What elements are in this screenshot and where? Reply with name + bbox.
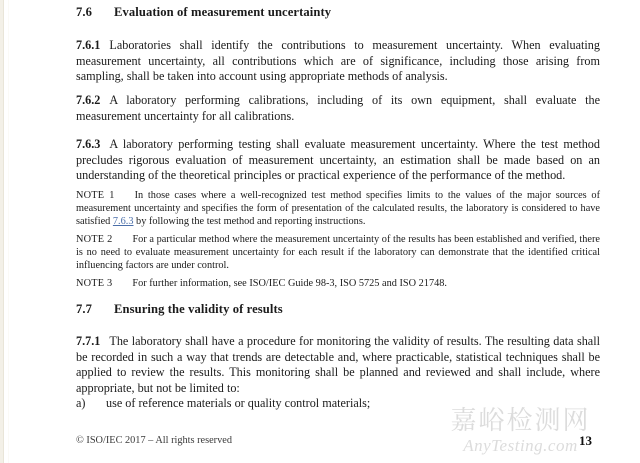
- list-item: [76, 396, 600, 412]
- clause-text-7-7-1: The laboratory shall have a procedure for monitoring the validity of results. The resulting data shall be recorded in such a way that trends are detectable and, where practicable, statistical techniques shall be applied to review the results. This monitoring shall be planned and reviewed and shall include, where appropriate, but not be limited to:: [76, 334, 600, 395]
- section-number-7-6: 7.6: [76, 5, 93, 19]
- section-heading-7-7: [76, 302, 600, 317]
- watermark-chinese-text: 嘉峪检测网: [450, 406, 591, 436]
- watermark-latin-text: AnyTesting.com: [463, 436, 578, 455]
- note-3-text: For further information, see ISO/IEC Guide 98-3, ISO 5725 and ISO 21748.: [132, 278, 447, 289]
- note-2-label: NOTE 2: [76, 234, 113, 245]
- page-footer: [76, 435, 616, 451]
- clause-number-7-7-1: 7.7.1: [76, 334, 101, 348]
- page-edge-line-outer: [3, 0, 4, 463]
- note-2: [76, 233, 600, 273]
- clause-number-7-6-2: 7.6.2: [76, 93, 101, 107]
- page-number: 13: [579, 433, 592, 448]
- note-1-text-before: In those cases where a well-recognized test method specifies limits to the values of the major sources of measurement uncertainty and specifies the form of presentation of the calculated results, the laboratory is considered to have satisfied: [76, 190, 600, 228]
- clause-number-7-6-3: 7.6.3: [76, 137, 101, 151]
- note-3: [76, 277, 600, 290]
- list-item-marker: a): [76, 396, 86, 410]
- clause-text-7-6-1: Laboratories shall identify the contributions to measurement uncertainty. When evaluating measurement uncertainty, all contributions which are of significance, including those arising from sampling, shall be taken into account using appropriate methods of analysis.: [76, 38, 600, 84]
- list-item-text: use of reference materials or quality control materials;: [106, 396, 371, 410]
- section-number-7-7: 7.7: [76, 302, 93, 316]
- clause-7-7-1: [76, 334, 600, 396]
- clause-text-7-6-3: A laboratory performing testing shall evaluate measurement uncertainty. Where the test method precludes rigorous evaluation of measurement uncertainty, an estimation shall be made based on an understanding of the theoretical principles or practical experience of the performance of the method.: [76, 137, 600, 183]
- note-2-text: For a particular method where the measurement uncertainty of the results has been established and verified, there is no need to evaluate measurement uncertainty for each result if the laboratory can demonstrate that the identified critical influencing factors are under control.: [76, 234, 600, 272]
- section-heading-7-6: [76, 5, 600, 20]
- clause-text-7-6-2: A laboratory performing calibrations, including of its own equipment, shall evaluate the measurement uncertainty for all calibrations.: [76, 93, 600, 123]
- note-1: [76, 189, 600, 229]
- note-1-label: NOTE 1: [76, 190, 115, 201]
- page-edge-line-inner: [8, 0, 9, 463]
- clause-7-6-3: [76, 137, 600, 184]
- clause-7-6-1: [76, 38, 600, 85]
- section-title-7-6: Evaluation of measurement uncertainty: [114, 5, 332, 19]
- clause-number-7-6-1: 7.6.1: [76, 38, 101, 52]
- note-1-text-after: by following the test method and reporting instructions.: [133, 216, 366, 228]
- note-3-label: NOTE 3: [76, 278, 113, 289]
- section-title-7-7: Ensuring the validity of results: [114, 302, 283, 316]
- clause-7-6-2: [76, 93, 600, 124]
- cross-reference-link-7-6-3[interactable]: 7.6.3: [112, 216, 134, 228]
- copyright-notice: © ISO/IEC 2017 – All rights reserved: [76, 435, 232, 446]
